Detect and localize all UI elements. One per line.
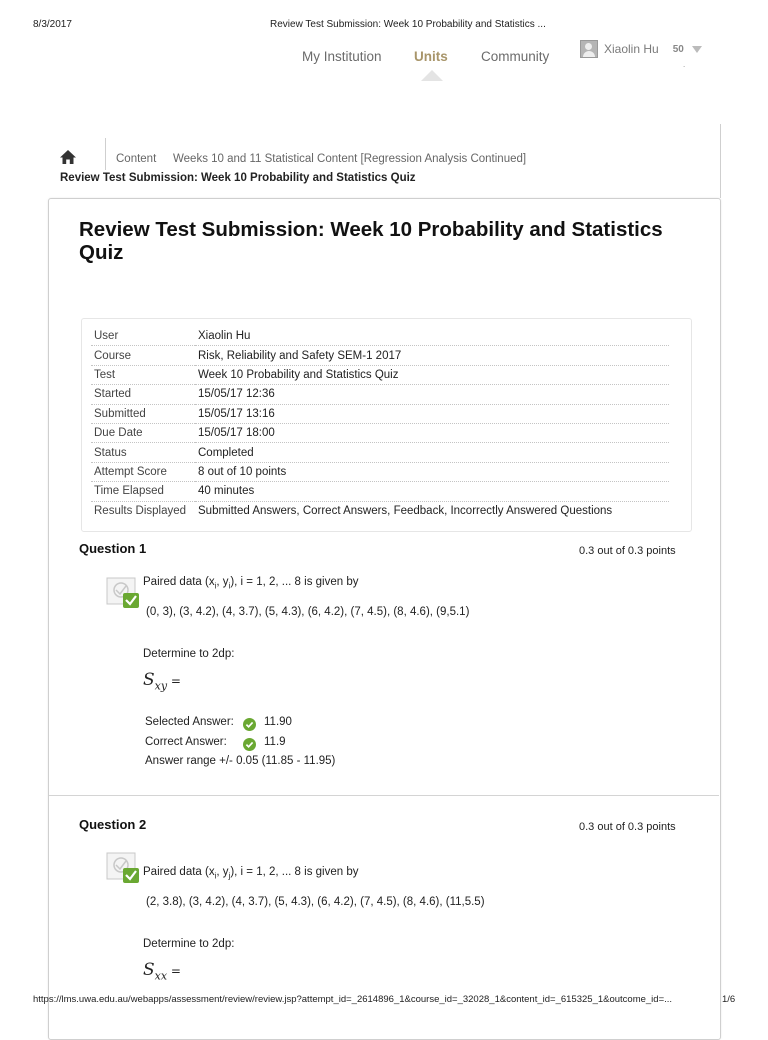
active-tab-indicator bbox=[421, 70, 443, 81]
info-row-attempt-score bbox=[91, 462, 669, 481]
breadcrumb-current: Review Test Submission: Week 10 Probability and Statistics Quiz bbox=[60, 172, 416, 184]
question-1-instruction: Determine to 2dp: bbox=[143, 648, 235, 660]
nav-my-institution[interactable]: My Institution bbox=[302, 49, 382, 64]
info-value: Completed bbox=[195, 443, 669, 462]
user-name: Xiaolin Hu bbox=[604, 42, 659, 56]
caret-down-icon[interactable] bbox=[692, 46, 702, 53]
info-row-submitted bbox=[91, 404, 669, 423]
nav-dot: . bbox=[683, 60, 686, 69]
nav-community[interactable]: Community bbox=[481, 49, 550, 64]
info-label: Test bbox=[91, 365, 195, 384]
info-row-course bbox=[91, 346, 669, 365]
check-circle-icon bbox=[243, 718, 256, 731]
info-value: 15/05/17 12:36 bbox=[195, 385, 669, 404]
selected-answer-value: 11.90 bbox=[264, 716, 292, 728]
breadcrumb-divider bbox=[105, 138, 106, 170]
question-2-title: Question 2 bbox=[79, 817, 147, 832]
question-2-prompt: Paired data ($x_i$, $y_j$), i = 1, 2, ... 8 is given by bbox=[143, 866, 359, 881]
print-title: Review Test Submission: Week 10 Probability and Statistics ... bbox=[270, 19, 546, 30]
info-label: Time Elapsed bbox=[91, 482, 195, 501]
correct-answer-label: Correct Answer: bbox=[145, 736, 227, 748]
check-circle-icon bbox=[243, 738, 256, 751]
question-separator bbox=[49, 795, 719, 796]
info-label: Due Date bbox=[91, 423, 195, 442]
question-1-title: Question 1 bbox=[79, 541, 147, 556]
print-footer-url: https://lms.uwa.edu.au/webapps/assessment/review/review.jsp?attempt_id=_2614896_1&course_id=_32028_1&content_id=_615325_1&outcome_id=... bbox=[33, 994, 673, 1005]
info-value: Xiaolin Hu bbox=[195, 327, 669, 346]
nav-units[interactable]: Units bbox=[414, 49, 448, 64]
info-row-results-displayed bbox=[91, 501, 669, 520]
info-value: 15/05/17 18:00 bbox=[195, 423, 669, 442]
question-2-data: (2, 3.8), (3, 4.2), (4, 3.7), (5, 4.3), (6, 4.2), (7, 4.5), (8, 4.6), (11,5.5) bbox=[146, 896, 485, 908]
page-title: Review Test Submission: Week 10 Probability and Statistics Quiz bbox=[79, 218, 663, 264]
info-label: Started bbox=[91, 385, 195, 404]
question-1-points: 0.3 out of 0.3 points bbox=[579, 545, 676, 557]
question-correct-icon bbox=[106, 577, 140, 609]
info-value: Risk, Reliability and Safety SEM-1 2017 bbox=[195, 346, 669, 365]
correct-answer-value: 11.9 bbox=[264, 736, 286, 748]
info-row-time-elapsed bbox=[91, 482, 669, 501]
breadcrumb-content[interactable]: Content bbox=[116, 153, 157, 165]
info-value: Week 10 Probability and Statistics Quiz bbox=[195, 365, 669, 384]
info-label: Status bbox=[91, 443, 195, 462]
home-icon[interactable] bbox=[59, 149, 77, 165]
question-correct-icon bbox=[106, 852, 140, 884]
print-date: 8/3/2017 bbox=[33, 19, 72, 30]
question-2-formula: $S_{xx}$ = bbox=[143, 960, 181, 983]
info-value: 8 out of 10 points bbox=[195, 462, 669, 481]
question-2-instruction: Determine to 2dp: bbox=[143, 938, 235, 950]
submission-info-table bbox=[91, 327, 669, 520]
selected-answer-label: Selected Answer: bbox=[145, 716, 234, 728]
notification-badge[interactable]: 50 bbox=[672, 43, 684, 55]
info-value: 15/05/17 13:16 bbox=[195, 404, 669, 423]
info-label: Course bbox=[91, 346, 195, 365]
info-label: Submitted bbox=[91, 404, 195, 423]
answer-range: Answer range +/- 0.05 (11.85 - 11.95) bbox=[145, 755, 336, 767]
info-label: Attempt Score bbox=[91, 462, 195, 481]
info-row-user bbox=[91, 327, 669, 346]
info-value: 40 minutes bbox=[195, 482, 669, 501]
user-menu[interactable] bbox=[580, 40, 702, 58]
question-1-formula: $S_{xy}$ = bbox=[143, 670, 181, 693]
info-row-started bbox=[91, 385, 669, 404]
info-row-test bbox=[91, 365, 669, 384]
info-value: Submitted Answers, Correct Answers, Feedback, Incorrectly Answered Questions bbox=[198, 504, 613, 517]
print-page-number: 1/6 bbox=[722, 994, 736, 1005]
question-1-prompt: Paired data ($x_i$, $y_i$), i = 1, 2, ... 8 is given by bbox=[143, 576, 359, 591]
breadcrumb-weeks[interactable]: Weeks 10 and 11 Statistical Content [Regression Analysis Continued] bbox=[173, 153, 527, 165]
info-row-due-date bbox=[91, 423, 669, 442]
user-avatar-icon bbox=[580, 40, 598, 58]
info-row-status bbox=[91, 443, 669, 462]
info-label: User bbox=[91, 327, 195, 346]
question-2-points: 0.3 out of 0.3 points bbox=[579, 821, 676, 833]
question-1-data: (0, 3), (3, 4.2), (4, 3.7), (5, 4.3), (6, 4.2), (7, 4.5), (8, 4.6), (9,5.1) bbox=[146, 606, 470, 618]
info-label: Results Displayed bbox=[94, 504, 187, 517]
